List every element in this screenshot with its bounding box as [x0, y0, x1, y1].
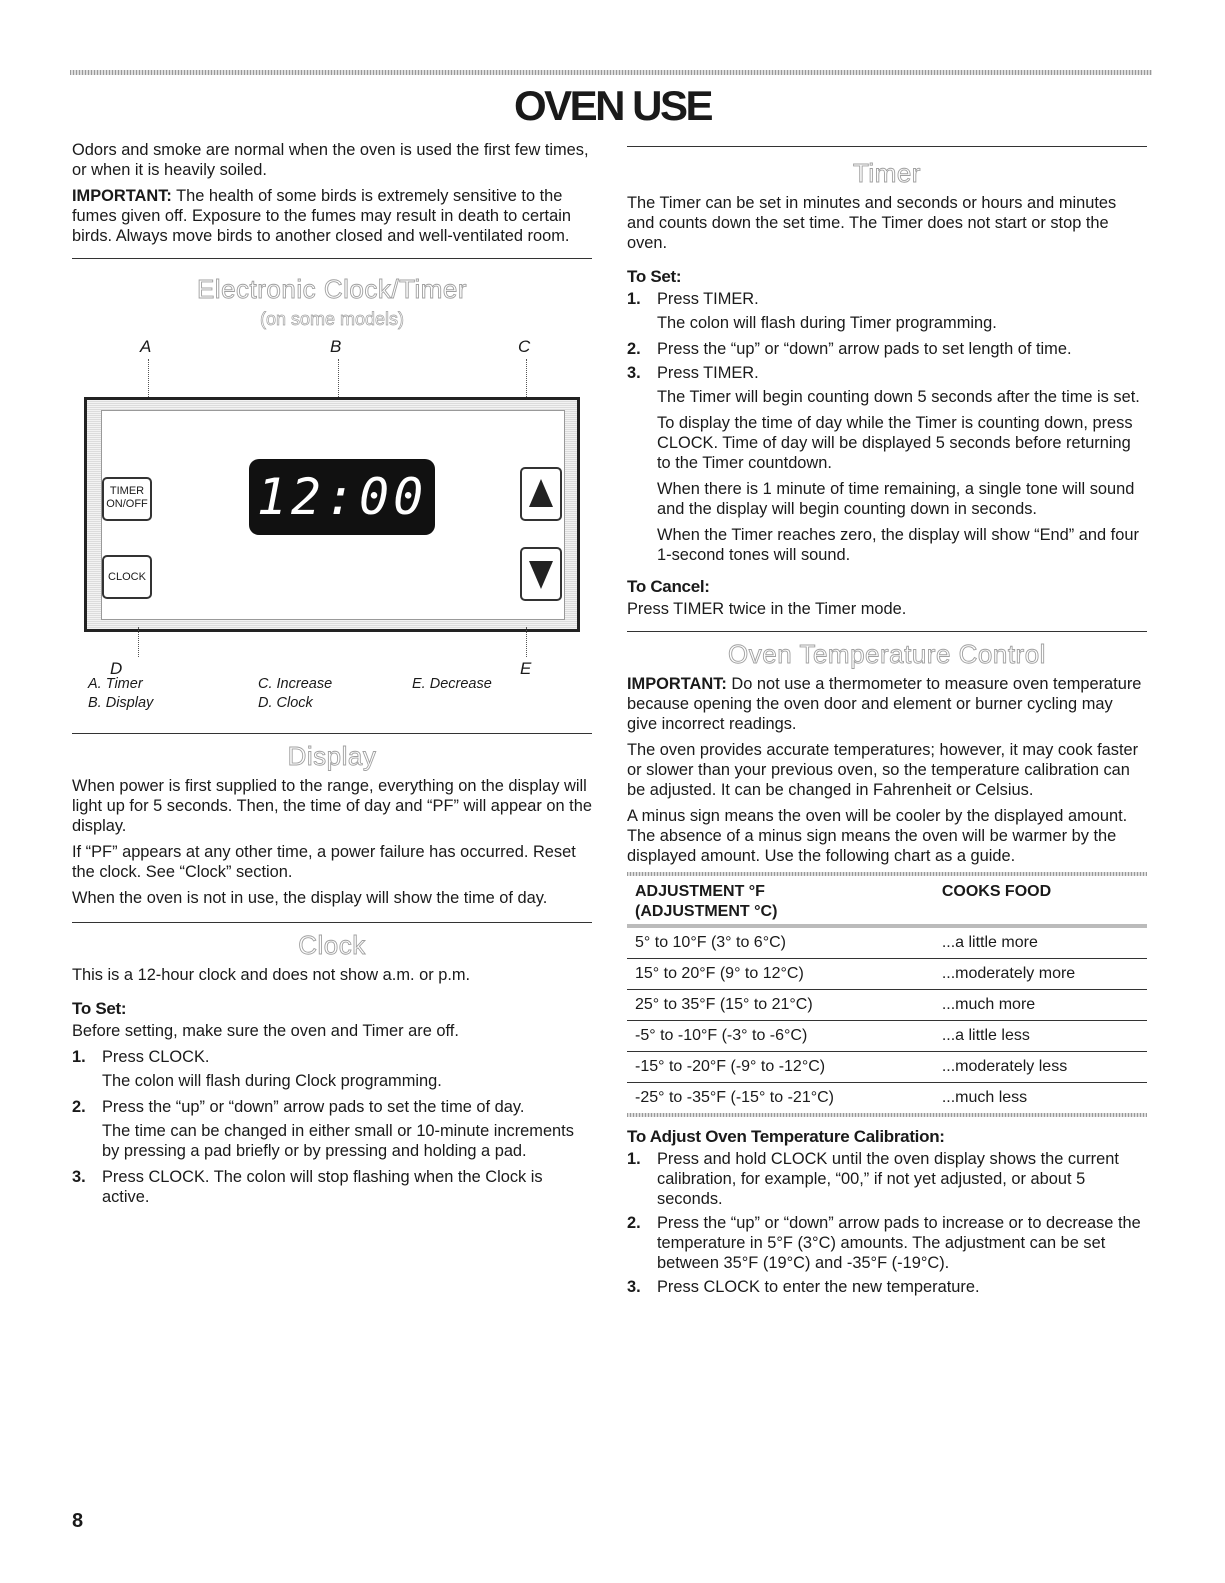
section-subheading: (on some models)	[259, 309, 405, 329]
calibration-step-2: 2. Press the “up” or “down” arrow pads to increase or to decrease the temperature in 5°F (3°C) amounts. The adjustment can be set between 35°F (19°C) and -35°F (-19°C).	[627, 1214, 1141, 1272]
timer-step-3: 3. Press TIMER.	[627, 364, 759, 382]
up-arrow-icon	[522, 469, 560, 519]
table-row: 5° to 10°F (3° to 6°C) ...a little more	[627, 926, 1147, 959]
section-heading-oven-temperature-control: Oven Temperature Control	[728, 639, 1046, 669]
right-column	[627, 140, 1147, 1301]
decrease-button[interactable]	[520, 547, 562, 601]
clock-step-1-note: The colon will flash during Clock programming.	[102, 1072, 442, 1090]
clock-step-1: 1. Press CLOCK.	[72, 1048, 210, 1066]
otc-text-1: The oven provides accurate temperatures; however, it may cook faster or slower than your previous oven, so the temperature calibration can be adjusted. It can be changed in Fahrenheit or Celsius.	[627, 741, 1139, 799]
clock-button[interactable]: CLOCK	[102, 555, 152, 599]
timer-to-cancel-heading: To Cancel:	[627, 577, 710, 596]
adjustment-table	[627, 880, 1147, 1113]
display-text-3: When the oven is not in use, the display will show the time of day.	[72, 889, 548, 907]
timer-note: When the Timer reaches zero, the display will show “End” and four 1-second tones will sound.	[657, 526, 1139, 564]
top-divider	[70, 70, 1152, 75]
important-note: IMPORTANT: The health of some birds is extremely sensitive to the fumes given off. Exposure to the fumes may result in death to certain birds. Always move birds to another closed and well-ventilated room.	[72, 187, 571, 245]
section-heading-display: Display	[287, 741, 377, 771]
calibration-step-3: 3. Press CLOCK to enter the new temperature.	[627, 1278, 980, 1296]
page-title: OVEN USE	[513, 82, 712, 129]
timer-text: The Timer can be set in minutes and seconds or hours and minutes and counts down the set time. The Timer does not start or stop the oven.	[627, 194, 1117, 252]
lcd-display: 12:00	[249, 459, 435, 535]
callout-e: E	[520, 659, 532, 678]
diagram-legend: A. Timer B. Display C. Increase D. Clock E. Decrease	[88, 676, 492, 711]
left-column	[72, 140, 592, 1211]
display-text-1: When power is first supplied to the range, everything on the display will light up for 5 seconds. Then, the time of day and “PF” will appear on the display.	[72, 777, 592, 835]
timer-step-1: 1. Press TIMER.	[627, 290, 759, 308]
increase-button[interactable]	[520, 467, 562, 521]
table-row: -5° to -10°F (-3° to -6°C) ...a little less	[627, 1021, 1147, 1052]
control-panel	[84, 397, 580, 632]
calibration-step-1: 1. Press and hold CLOCK until the oven display shows the current calibration, for example, “00,” if not yet adjusted, or about 5 seconds.	[627, 1150, 1119, 1208]
table-row: -15° to -20°F (-9° to -12°C) ...moderately less	[627, 1052, 1147, 1083]
timer-to-set-heading: To Set:	[627, 267, 682, 286]
clock-text: This is a 12-hour clock and does not show a.m. or p.m.	[72, 966, 471, 984]
timer-cancel-text: Press TIMER twice in the Timer mode.	[627, 600, 907, 618]
section-heading-timer: Timer	[853, 158, 921, 188]
timer-note: When there is 1 minute of time remaining, a single tone will sound and the display will begin counting down in seconds.	[657, 480, 1135, 518]
section-heading-electronic-clock-timer: Electronic Clock/Timer	[196, 274, 468, 304]
table-header: ADJUSTMENT °F (ADJUSTMENT °C) COOKS FOOD	[635, 883, 1052, 920]
callout-d: D	[110, 659, 123, 678]
page-number: 8	[72, 1510, 84, 1532]
clock-step-2-note: The time can be changed in either small or 10-minute increments by pressing a pad briefly or by pressing and holding a pad.	[102, 1122, 574, 1160]
timer-step-1-note: The colon will flash during Timer programming.	[657, 314, 997, 332]
intro-text: Odors and smoke are normal when the oven is used the first few times, or when it is heavily soiled.	[72, 141, 589, 179]
clock-to-set-heading: To Set:	[72, 999, 127, 1018]
clock-step-2: 2. Press the “up” or “down” arrow pads to set the time of day.	[72, 1098, 525, 1116]
otc-text-2: A minus sign means the oven will be cooler by the displayed amount. The absence of a minus sign means the oven will be warmer by the displayed amount. Use the following chart as a guide.	[627, 807, 1128, 865]
adjust-calibration-heading: To Adjust Oven Temperature Calibration:	[627, 1127, 945, 1146]
timer-note: To display the time of day while the Timer is counting down, press CLOCK. Time of day will be displayed 5 seconds before returning to the Timer countdown.	[657, 414, 1133, 472]
table-row: 25° to 35°F (15° to 21°C) ...much more	[627, 990, 1147, 1021]
timer-step-2: 2. Press the “up” or “down” arrow pads to set length of time.	[627, 340, 1072, 358]
otc-important: IMPORTANT: Do not use a thermometer to measure oven temperature because opening the oven door and element or burner cycling may give incorrect readings.	[627, 675, 1142, 733]
display-text-2: If “PF” appears at any other time, a power failure has occurred. Reset the clock. See “Clock” section.	[72, 843, 576, 881]
callout-c: C	[518, 337, 531, 356]
callout-b: B	[330, 337, 342, 356]
clock-before-setting: Before setting, make sure the oven and Timer are off.	[72, 1022, 459, 1040]
timer-button[interactable]: TIMER ON/OFF	[102, 477, 152, 521]
down-arrow-icon	[522, 549, 560, 599]
timer-note: The Timer will begin counting down 5 seconds after the time is set.	[657, 388, 1140, 406]
control-panel-diagram	[72, 337, 592, 677]
clock-step-3: 3. Press CLOCK. The colon will stop flashing when the Clock is active.	[72, 1168, 543, 1206]
section-heading-clock: Clock	[298, 930, 366, 960]
callout-a: A	[140, 337, 152, 356]
table-row: -25° to -35°F (-15° to -21°C) ...much less	[627, 1083, 1147, 1114]
table-row: 15° to 20°F (9° to 12°C) ...moderately more	[627, 959, 1147, 990]
